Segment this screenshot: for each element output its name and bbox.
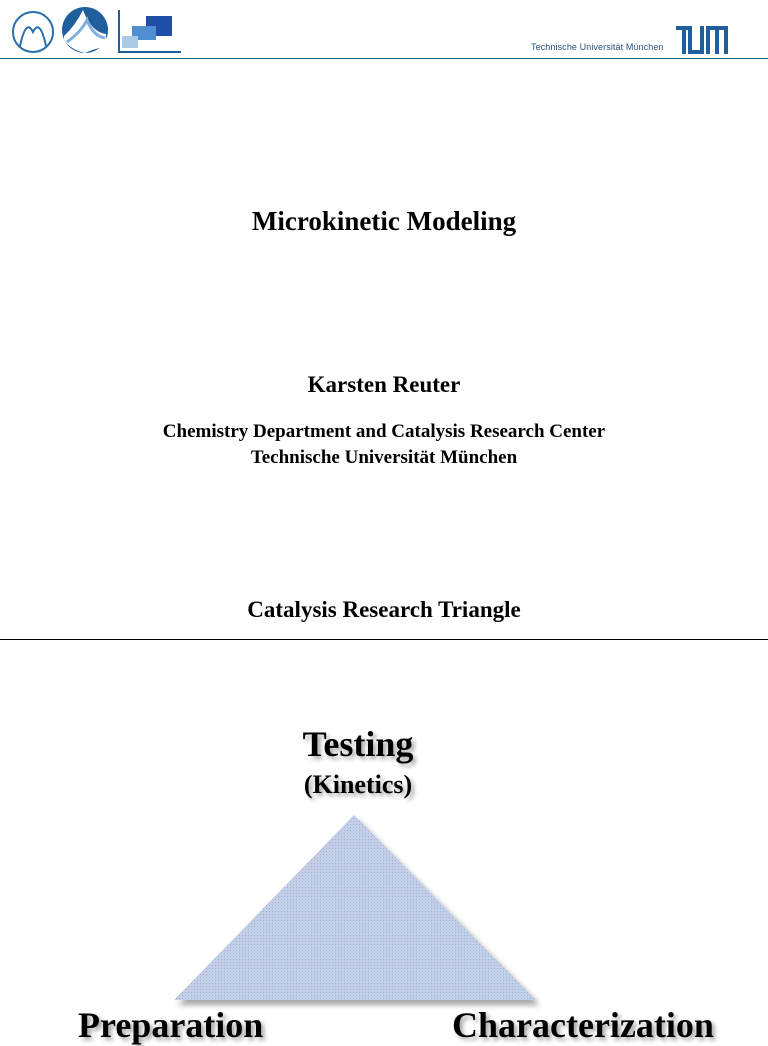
triangle-right-label: Characterization [452,1005,714,1045]
affiliation-line-1: Chemistry Department and Catalysis Research Center [162,421,606,442]
slide-title: Microkinetic Modeling [251,206,517,236]
university-name: Technische Universität München [531,42,664,52]
author-name: Karsten Reuter [307,372,461,397]
affiliation-line-2: Technische Universität München [250,447,518,468]
triangle-left-label: Preparation [78,1005,264,1045]
triangle-top-sublabel: (Kinetics) [303,770,413,799]
slide-divider [0,639,768,640]
section-title: Catalysis Research Triangle [247,597,521,622]
tum-logo-icon [676,26,728,54]
triangle-shape [174,815,536,1000]
wave-logo-icon [61,6,109,54]
triangle-top-label: Testing [302,724,414,764]
research-triangle [170,812,542,1012]
circle-logo-icon [10,10,56,54]
slide-header [0,0,768,59]
squares-logo-icon [118,10,182,54]
